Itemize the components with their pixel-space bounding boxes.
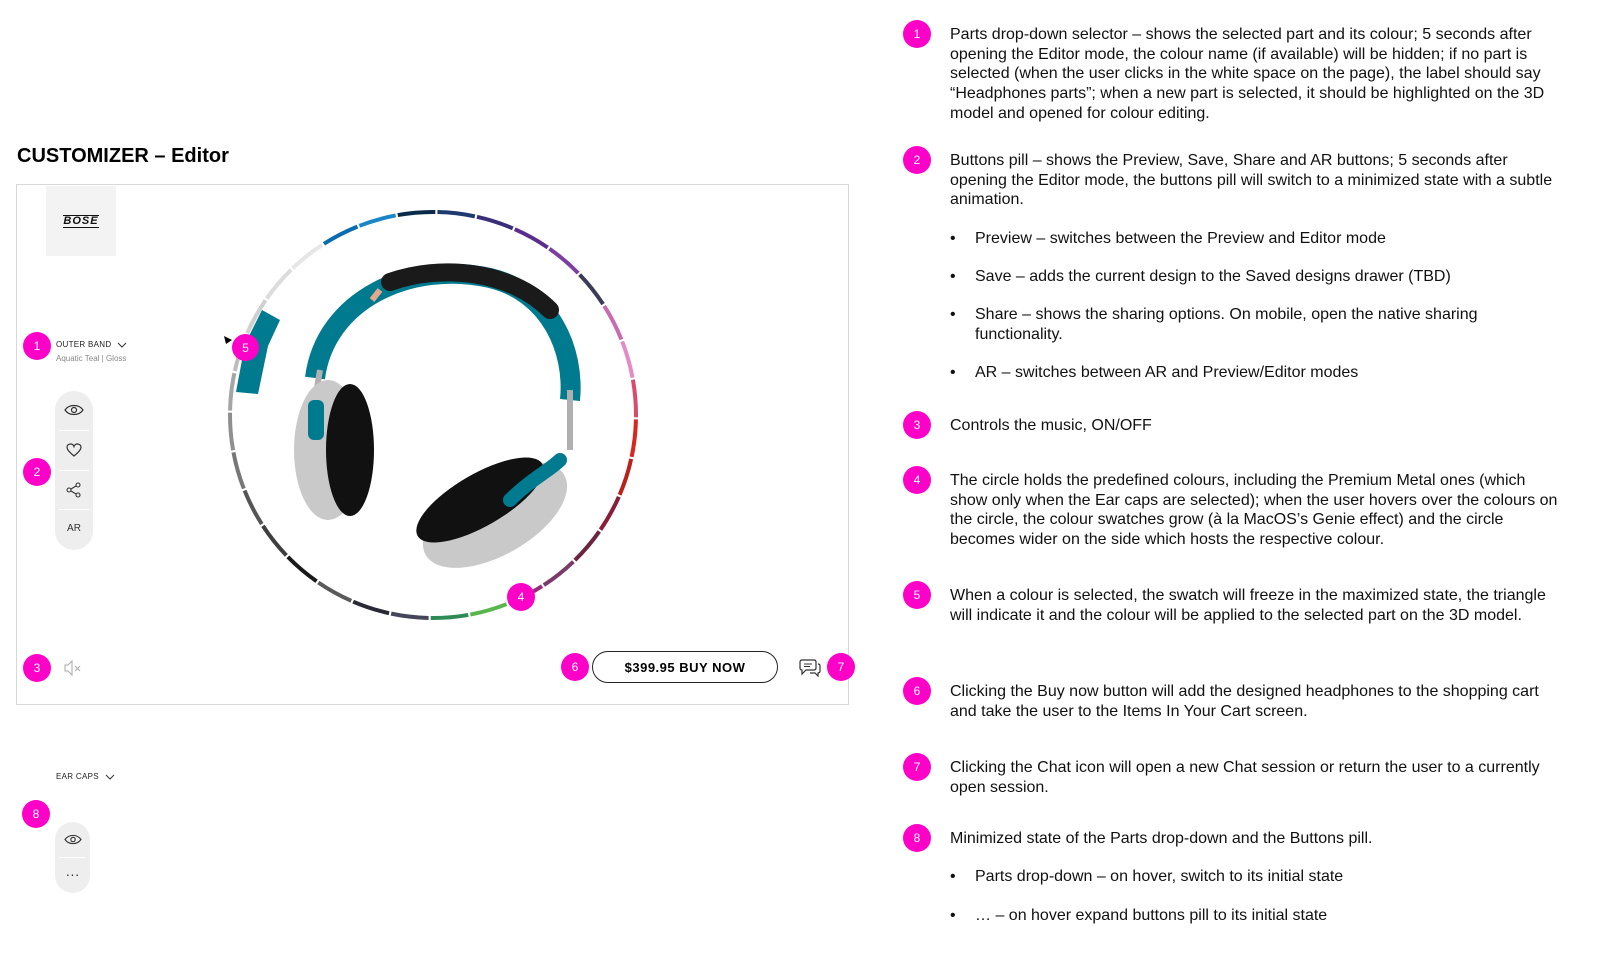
minimized-parts-dropdown[interactable] (56, 772, 115, 781)
note-text: Minimized state of the Parts drop-down and the Buttons pill. (950, 830, 1373, 847)
note-text: Clicking the Buy now button will add the designed headphones to the shopping cart and take the user to the Items In Your Cart screen. (950, 683, 1539, 720)
buy-now-button[interactable]: $399.95 BUY NOW (592, 651, 778, 683)
colour-swatch[interactable] (470, 604, 506, 614)
chat-icon (799, 657, 821, 677)
colour-swatch[interactable] (359, 215, 395, 225)
note-badge: 6 (903, 677, 931, 705)
preview-button[interactable] (55, 391, 93, 429)
colour-swatch[interactable] (230, 373, 234, 410)
ar-label: AR (67, 522, 81, 534)
speaker-muted-icon (64, 660, 82, 676)
share-button[interactable] (55, 471, 93, 509)
note-badge: 2 (903, 146, 931, 174)
colour-swatch[interactable] (230, 413, 233, 451)
chevron-down-icon (117, 342, 127, 348)
parts-dropdown-colour: Aquatic Teal | Gloss (56, 354, 127, 363)
colour-swatch[interactable] (437, 212, 474, 216)
note-badge: 1 (903, 20, 931, 48)
colour-swatch[interactable] (324, 227, 358, 244)
note-badge: 5 (903, 581, 931, 609)
chevron-down-icon (105, 774, 115, 780)
selection-triangle (224, 336, 232, 344)
colour-swatch[interactable] (622, 341, 632, 377)
note-badge: 7 (903, 753, 931, 781)
note-text: Parts drop-down selector – shows the selected part and its colour; 5 seconds after opening the Editor mode, the colour name (if available) will be hidden; if no part is selected (when the user clicks in the white space on the page), the label should say “Headphones parts”; when a new part is selected, it should be highlighted on the 3D model and opened for colour editing. (950, 26, 1545, 122)
note-text: Controls the music, ON/OFF (950, 417, 1152, 434)
colour-swatch[interactable] (391, 614, 428, 618)
note-badge: 8 (903, 824, 931, 852)
minimized-preview-button[interactable] (55, 822, 90, 856)
page-title: CUSTOMIZER – Editor (17, 145, 229, 167)
minimized-parts-label: EAR CAPS (56, 772, 99, 781)
badge-5: 5 (232, 334, 259, 361)
badge-8: 8 (22, 800, 50, 828)
eye-icon (64, 834, 82, 845)
note-text: When a colour is selected, the swatch will freeze in the maximized state, the triangle will indicate it and the colour will be applied to the selected part on the 3D model. (950, 587, 1546, 624)
eye-icon (64, 404, 84, 416)
parts-dropdown[interactable] (56, 340, 127, 363)
note-text: Buttons pill – shows the Preview, Save, Share and AR buttons; 5 seconds after opening the Editor mode, the buttons pill will switch to a minimized state with a subtle animation. (950, 152, 1553, 209)
colour-swatch[interactable] (632, 419, 636, 456)
chat-button[interactable] (799, 657, 821, 682)
share-icon (66, 482, 82, 498)
parts-dropdown-label: OUTER BAND (56, 340, 112, 349)
badge-2: 2 (23, 458, 51, 486)
colour-swatch[interactable] (633, 380, 636, 418)
colour-swatch[interactable] (318, 582, 351, 600)
logo-text: BOSE (63, 214, 99, 227)
colour-swatch[interactable] (353, 602, 389, 614)
headphones-model[interactable] (280, 260, 610, 580)
colour-swatch[interactable] (477, 217, 513, 229)
save-button[interactable] (55, 431, 93, 469)
note-badge: 3 (903, 411, 931, 439)
note-badge: 4 (903, 466, 931, 494)
ar-button[interactable] (55, 509, 93, 547)
heart-icon (66, 443, 82, 457)
badge-7: 7 (827, 653, 855, 681)
more-button[interactable]: ··· (65, 866, 80, 882)
music-toggle[interactable] (64, 660, 82, 681)
note-text: Clicking the Chat icon will open a new Chat session or return the user to a currently open session. (950, 759, 1540, 796)
badge-6: 6 (561, 653, 589, 681)
note-text: The circle holds the predefined colours, including the Premium Metal ones (which show only when the Ear caps are selected); when the user hovers over the colours on the circle, the colour swatches grow (à la MacOS’s Genie effect) and the circle becomes wider on the side which hosts the respective colour. (950, 472, 1558, 549)
colour-swatch[interactable] (515, 229, 548, 247)
colour-swatch[interactable] (398, 212, 436, 215)
badge-3: 3 (23, 654, 51, 682)
colour-swatch[interactable] (431, 615, 469, 618)
colour-swatch[interactable] (233, 452, 243, 488)
left-cushion[interactable] (326, 384, 374, 516)
colour-swatch[interactable] (620, 459, 632, 495)
badge-1: 1 (23, 332, 51, 360)
colour-swatch[interactable] (245, 491, 262, 525)
badge-4: 4 (507, 583, 535, 611)
